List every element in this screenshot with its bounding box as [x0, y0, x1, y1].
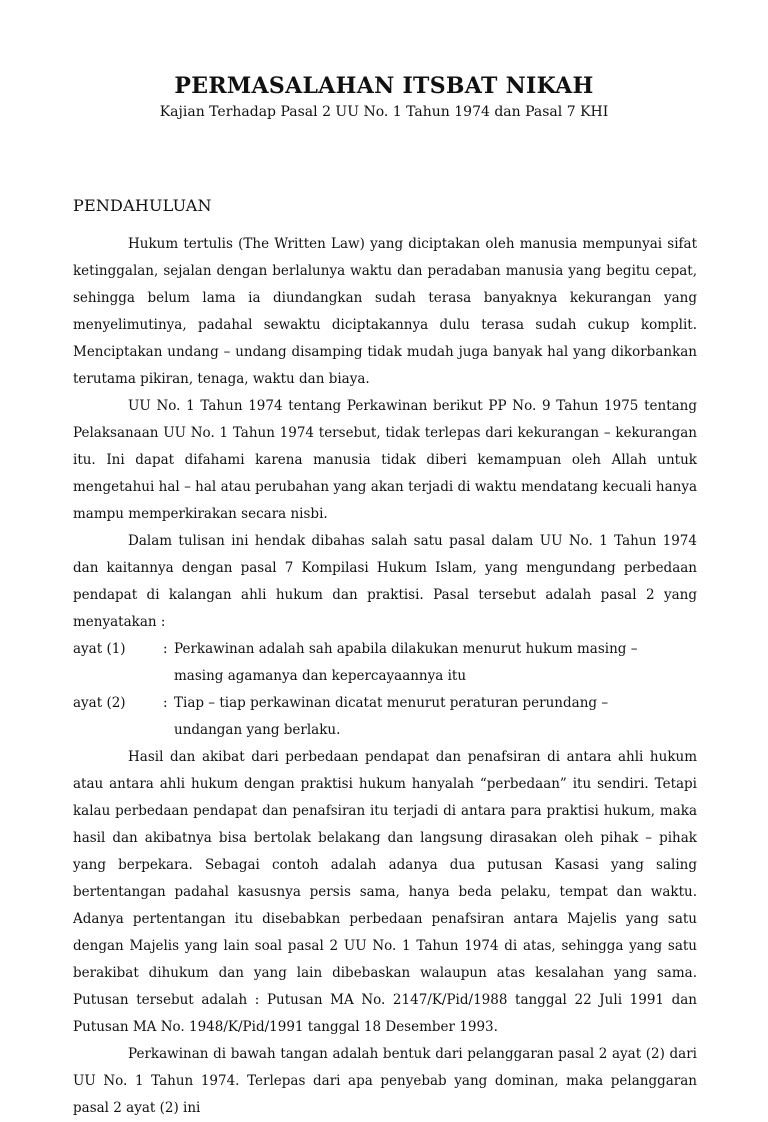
ayat-text: Tiap – tiap perkawinan dicatat menurut peraturan perundang – undangan yang berlaku.: [174, 695, 609, 738]
ayat-text: Perkawinan adalah sah apabila dilakukan menurut hukum masing – masing agamanya dan kepercayaannya itu: [174, 641, 638, 684]
ayat-item: [73, 636, 697, 690]
ayat-colon: :: [163, 695, 168, 711]
document-subtitle: Kajian Terhadap Pasal 2 UU No. 1 Tahun 1974 dan Pasal 7 KHI: [159, 104, 609, 120]
paragraph: Hukum tertulis (The Written Law) yang diciptakan oleh manusia mempunyai sifat ketinggalan, sejalan dengan berlalunya waktu dan peradaban manusia yang begitu cepat, sehingga belum lama ia diundangkan sudah terasa banyaknya kekurangan yang menyelimutinya, padahal sewaktu diciptakannya dulu terasa sudah cukup komplit. Menciptakan undang – undang disamping tidak mudah juga banyak hal yang dikorbankan terutama pikiran, tenaga, waktu dan biaya.: [73, 236, 697, 387]
document-body: [73, 231, 697, 1122]
ayat-label: ayat (1): [73, 641, 126, 657]
section-heading: PENDAHULUAN: [73, 196, 212, 215]
paragraph: Hasil dan akibat dari perbedaan pendapat dan penafsiran di antara ahli hukum atau antara ahli hukum dengan praktisi hukum hanyalah “perbedaan” itu sendiri. Tetapi kalau perbedaan pendapat dan penafsiran itu terjadi di antara para praktisi hukum, maka hasil dan akibatnya bisa bertolak belakang dan langsung dirasakan oleh pihak – pihak yang berpekara. Sebagai contoh adalah adanya dua putusan Kasasi yang saling bertentangan padahal kasusnya persis sama, hanya beda pelaku, tempat dan waktu. Adanya pertentangan itu disebabkan perbedaan penafsiran antara Majelis yang satu dengan Majelis yang lain soal pasal 2 UU No. 1 Tahun 1974 di atas, sehingga yang satu berakibat dihukum dan yang lain dibebaskan walaupun atas kesalahan yang sama. Putusan tersebut adalah : Putusan MA No. 2147/K/Pid/1988 tanggal 22 Juli 1991 dan Putusan MA No. 1948/K/Pid/1991 tanggal 18 Desember 1993.: [73, 749, 697, 1035]
paragraph: Dalam tulisan ini hendak dibahas salah satu pasal dalam UU No. 1 Tahun 1974 dan kaitannya dengan pasal 7 Kompilasi Hukum Islam, yang mengundang perbedaan pendapat di kalangan ahli hukum dan praktisi. Pasal tersebut adalah pasal 2 yang menyatakan :: [73, 533, 697, 630]
ayat-label: ayat (2): [73, 695, 126, 711]
paragraph: Perkawinan di bawah tangan adalah bentuk dari pelanggaran pasal 2 ayat (2) dari UU No. 1 Tahun 1974. Terlepas dari apa penyebab yang dominan, maka pelanggaran pasal 2 ayat (2) ini: [73, 1046, 697, 1116]
document-title: PERMASALAHAN ITSBAT NIKAH: [174, 73, 594, 99]
ayat-item: [73, 690, 697, 744]
ayat-colon: :: [163, 641, 168, 657]
paragraph: UU No. 1 Tahun 1974 tentang Perkawinan berikut PP No. 9 Tahun 1975 tentang Pelaksanaan UU No. 1 Tahun 1974 tersebut, tidak terlepas dari kekurangan – kekurangan itu. Ini dapat difahami karena manusia tidak diberi kemampuan oleh Allah untuk mengetahui hal – hal atau perubahan yang akan terjadi di waktu mendatang kecuali hanya mampu memperkirakan secara nisbi.: [73, 398, 697, 522]
